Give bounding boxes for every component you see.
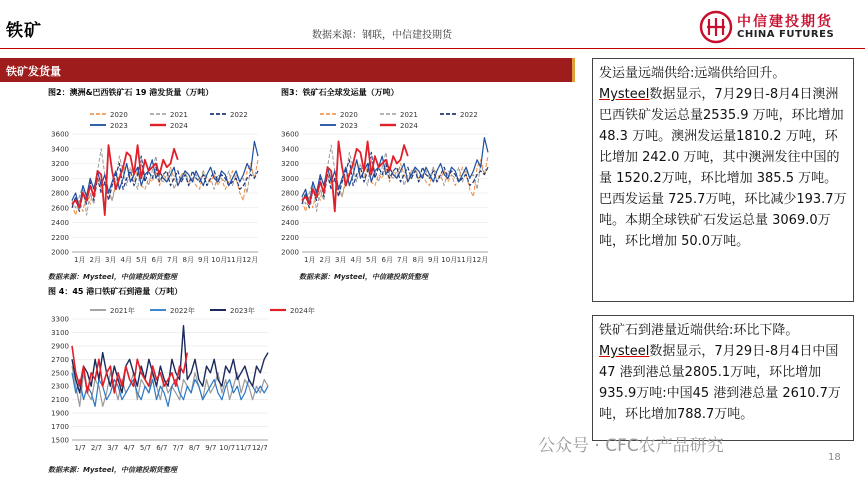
fig3-title: 图3：铁矿石全球发运量（万吨） [281, 88, 399, 97]
y-tick-1-8: 3600 [281, 130, 299, 139]
legend-label-2-1: 2022年 [170, 307, 195, 315]
x-tick-0-11: 12月 [242, 256, 259, 264]
x-tick-1-11: 12月 [472, 256, 489, 264]
y-tick-2-9: 3300 [51, 315, 69, 324]
supply-note-brand: Mysteel [599, 87, 650, 102]
y-tick-1-6: 3200 [281, 160, 299, 168]
legend-label-1-2: 2022 [460, 111, 478, 119]
y-tick-1-5: 3000 [281, 174, 299, 183]
series-line-1-0 [302, 156, 488, 211]
x-tick-0-5: 6月 [151, 256, 163, 264]
legend-label-1-4: 2024 [400, 122, 418, 130]
y-tick-0-3: 2600 [51, 204, 69, 213]
y-tick-2-6: 2700 [51, 355, 69, 364]
supply-note-body: 数据显示，7月29日-8月4日澳洲巴西铁矿发运总量2535.9 万吨，环比增加 48.3 万吨。澳洲发运量1810.2 万吨，环比增加 242.0 万吨，其中澳洲发往中国的量 1520.2万吨，环比增加 385.5 万吨。巴西发运量 725.7万吨，环比减少193.7万吨。本期全球铁矿石发运总量 3069.0万吨，环比增加 50.0万吨。 [599, 87, 847, 249]
y-tick-1-3: 2600 [281, 204, 299, 213]
x-tick-2-6: 7/7 [172, 444, 184, 452]
x-tick-2-11: 12/7 [251, 444, 268, 452]
logo-text-en: CHINA FUTURES [737, 29, 835, 40]
x-tick-0-3: 4月 [120, 256, 132, 264]
y-tick-0-8: 3600 [51, 130, 69, 139]
x-tick-1-5: 6月 [381, 256, 393, 264]
fig3-source: 数据来源：Mysteel，中信建投期货整理 [299, 273, 428, 281]
x-tick-2-8: 9/7 [205, 444, 217, 452]
y-tick-1-4: 2800 [281, 189, 299, 198]
x-tick-0-10: 11月 [226, 256, 243, 264]
y-tick-0-7: 3400 [51, 145, 69, 154]
x-tick-2-7: 8/7 [188, 444, 201, 452]
legend-label-0-1: 2021 [170, 111, 188, 119]
fig4-title: 图 4：45 港口铁矿石到港量（万吨） [48, 287, 183, 296]
x-tick-1-2: 3月 [335, 256, 347, 264]
y-tick-2-8: 3100 [51, 328, 69, 337]
x-tick-2-1: 2/7 [90, 444, 103, 452]
y-tick-2-4: 2300 [51, 382, 69, 391]
legend-label-2-2: 2023年 [230, 307, 255, 315]
x-tick-2-10: 11/7 [235, 444, 252, 452]
x-tick-2-0: 1/7 [74, 444, 86, 452]
x-tick-1-7: 8月 [412, 256, 424, 264]
x-tick-0-1: 2月 [89, 256, 101, 264]
legend-label-0-2: 2022 [230, 111, 248, 119]
arrival-note-body: 数据显示，7月29日-8月4日中国 47 港到港总量2805.1万吨，环比增加 935.9万吨:中国45 港到港总量 2610.7万吨，环比增加788.7万吨。 [599, 344, 841, 422]
supply-note-heading: 发运量远端供给:远端供给回升。 [599, 66, 786, 81]
x-tick-1-0: 1月 [304, 256, 316, 264]
logo-text-cn: 中信建投期货 [737, 14, 833, 30]
fig2-source: 数据来源：Mysteel，中信建投期货整理 [48, 273, 177, 281]
x-tick-2-9: 10/7 [219, 444, 236, 452]
y-tick-0-1: 2200 [51, 233, 69, 242]
x-tick-0-4: 5月 [136, 256, 148, 264]
legend-label-1-1: 2021 [400, 111, 418, 119]
fig3-chart [272, 108, 494, 266]
legend-label-0-4: 2024 [170, 122, 188, 130]
header-source: 数据来源：钢联，中信建投期货 [312, 30, 452, 41]
x-tick-2-4: 5/7 [139, 444, 152, 452]
arrival-note-brand: Mysteel [599, 344, 650, 359]
x-tick-0-9: 10月 [211, 256, 228, 264]
y-tick-1-0: 2000 [281, 248, 299, 257]
x-tick-0-2: 3月 [105, 256, 117, 264]
y-tick-2-1: 1700 [51, 423, 69, 432]
arrival-note-box [592, 315, 854, 441]
fig4-source: 数据来源：Mysteel，中信建投期货整理 [48, 466, 177, 474]
section-title: 铁矿发货量 [0, 58, 572, 82]
page-title: 铁矿 [6, 21, 42, 41]
arrival-note-heading: 铁矿石到港量近端供给:环比下降。 [599, 323, 799, 338]
x-tick-0-7: 8月 [182, 256, 194, 264]
legend-label-2-0: 2021年 [110, 307, 135, 315]
legend-label-1-0: 2020 [340, 111, 358, 119]
page-number: 18 [828, 452, 841, 463]
company-logo [697, 8, 857, 46]
y-tick-0-4: 2800 [51, 189, 69, 198]
fig2-title: 图2：澳洲&巴西铁矿石 19 港发货量（万吨） [48, 88, 214, 97]
logo-mark-icon [699, 10, 733, 44]
watermark: 公众号 · CFC农产品研究 [538, 436, 724, 456]
x-tick-0-8: 9月 [198, 256, 210, 264]
fig4-chart [42, 304, 315, 454]
y-tick-0-5: 3000 [51, 174, 69, 183]
x-tick-1-4: 5月 [366, 256, 378, 264]
x-tick-1-1: 2月 [319, 256, 331, 264]
y-tick-2-3: 2100 [51, 396, 69, 405]
y-tick-2-2: 1900 [51, 409, 69, 418]
y-tick-2-7: 2900 [51, 342, 69, 351]
section-accent [572, 58, 575, 82]
x-tick-2-5: 6/7 [156, 444, 168, 452]
fig2-chart [42, 108, 264, 266]
x-tick-1-6: 7月 [397, 256, 409, 264]
y-tick-1-1: 2200 [281, 233, 299, 242]
y-tick-2-5: 2500 [51, 369, 69, 378]
legend-label-2-3: 2024年 [290, 307, 315, 315]
legend-label-0-0: 2020 [110, 111, 128, 119]
y-tick-0-2: 2400 [51, 219, 69, 227]
y-tick-2-0: 1500 [51, 436, 69, 445]
x-tick-1-9: 10月 [441, 256, 458, 264]
legend-label-1-3: 2023 [340, 122, 358, 130]
x-tick-2-2: 3/7 [107, 444, 119, 452]
y-tick-0-0: 2000 [51, 248, 69, 257]
x-tick-1-10: 11月 [456, 256, 473, 264]
y-tick-0-6: 3200 [51, 160, 69, 168]
y-tick-1-2: 2400 [281, 219, 299, 227]
x-tick-1-8: 9月 [428, 256, 440, 264]
x-tick-1-3: 4月 [350, 256, 362, 264]
header-rule [0, 48, 865, 49]
x-tick-2-3: 4/7 [123, 444, 135, 452]
supply-note-box [592, 58, 854, 302]
series-line-0-0 [72, 160, 258, 215]
y-tick-1-7: 3400 [281, 145, 299, 154]
x-tick-0-0: 1月 [74, 256, 86, 264]
legend-label-0-3: 2023 [110, 122, 128, 130]
x-tick-0-6: 7月 [167, 256, 179, 264]
